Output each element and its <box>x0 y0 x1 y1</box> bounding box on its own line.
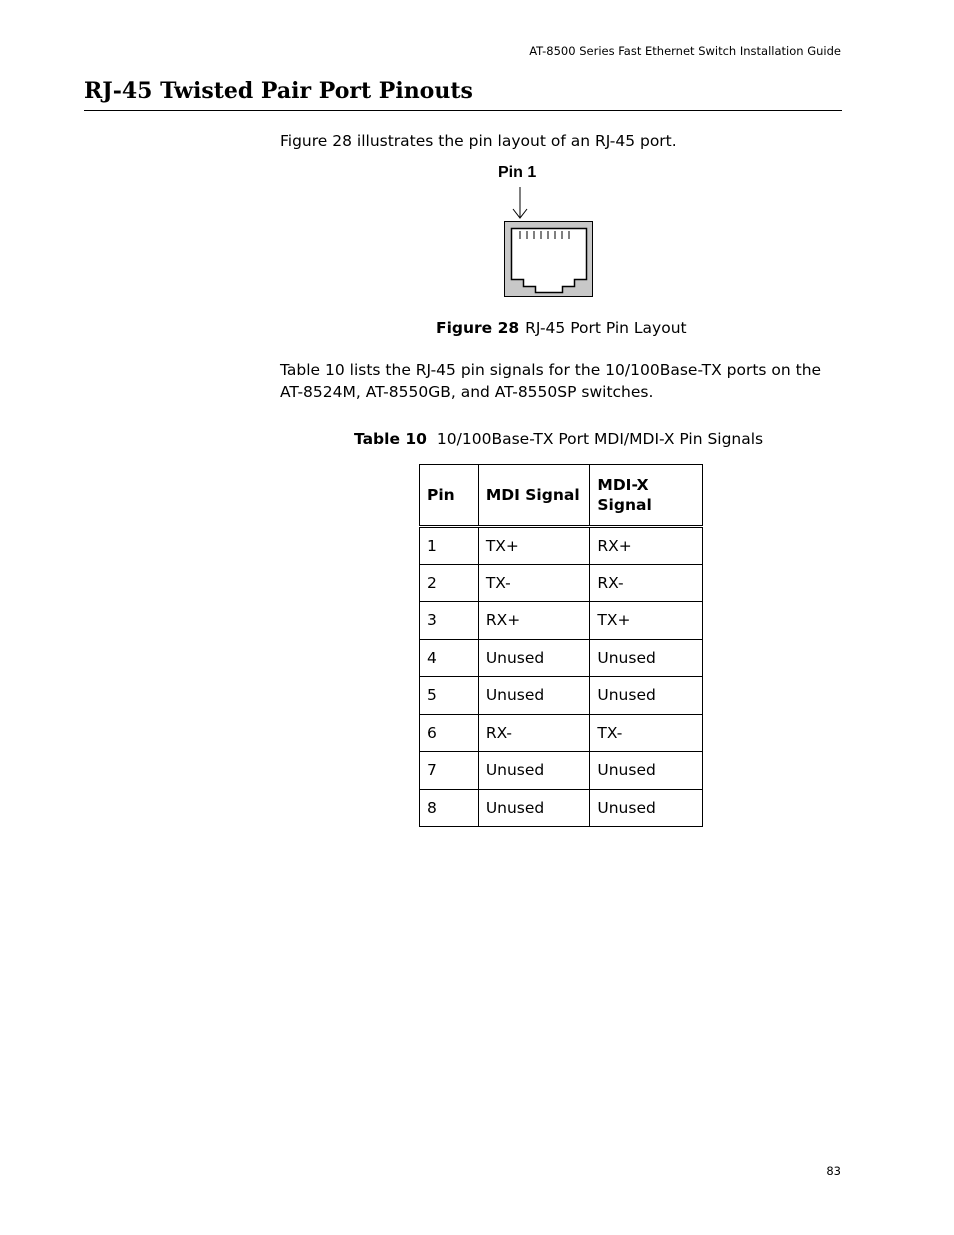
table-row <box>420 602 703 640</box>
table-row <box>420 789 703 827</box>
table-label: Table 10 <box>354 430 427 448</box>
pin-cell: 1 <box>420 527 479 565</box>
pin-cell: 4 <box>420 639 479 677</box>
pin-cell: 8 <box>420 789 479 827</box>
mdix-cell: Unused <box>590 677 703 715</box>
pin-cell: 6 <box>420 714 479 752</box>
table-row <box>420 564 703 602</box>
section-title: RJ-45 Twisted Pair Port Pinouts <box>84 78 473 104</box>
rj45-figure <box>493 162 603 302</box>
mdi-cell: RX+ <box>478 602 590 640</box>
pin-signal-table <box>419 464 703 827</box>
mdix-cell: Unused <box>590 639 703 677</box>
mdix-cell: Unused <box>590 752 703 790</box>
pin-cell: 5 <box>420 677 479 715</box>
pin-cell: 3 <box>420 602 479 640</box>
mdix-cell: TX+ <box>590 602 703 640</box>
mdix-cell: Unused <box>590 789 703 827</box>
table-row <box>420 677 703 715</box>
mdix-cell: RX- <box>590 564 703 602</box>
header-pin: Pin <box>420 465 479 527</box>
page-number: 83 <box>826 1164 841 1178</box>
table-caption <box>354 430 763 448</box>
header-mdi-signal: MDI Signal <box>478 465 590 527</box>
mdi-cell: TX+ <box>478 527 590 565</box>
mdix-cell: RX+ <box>590 527 703 565</box>
figure-caption <box>436 319 687 337</box>
title-divider <box>84 110 842 111</box>
table-header-row <box>420 465 703 527</box>
mdix-cell: TX- <box>590 714 703 752</box>
table-row <box>420 714 703 752</box>
mdi-cell: Unused <box>478 752 590 790</box>
table-intro-paragraph: Table 10 lists the RJ-45 pin signals for the 10/100Base-TX ports on the AT-8524M, AT-8550GB, and AT-8550SP switches. <box>280 361 822 401</box>
mdi-cell: TX- <box>478 564 590 602</box>
figure-caption-text: RJ-45 Port Pin Layout <box>525 319 687 337</box>
rj45-port-diagram <box>493 162 603 302</box>
figure-label: Figure 28 <box>436 319 520 337</box>
mdi-cell: Unused <box>478 789 590 827</box>
mdi-cell: Unused <box>478 639 590 677</box>
mdi-cell: RX- <box>478 714 590 752</box>
mdi-cell: Unused <box>478 677 590 715</box>
pin-1-label: Pin 1 <box>498 164 537 181</box>
table-caption-text: 10/100Base-TX Port MDI/MDI-X Pin Signals <box>436 430 764 448</box>
table-row <box>420 639 703 677</box>
table-row <box>420 527 703 565</box>
header-mdix-signal: MDI-X Signal <box>590 465 703 527</box>
pin-cell: 7 <box>420 752 479 790</box>
pin-cell: 2 <box>420 564 479 602</box>
running-header: AT-8500 Series Fast Ethernet Switch Installation Guide <box>529 44 841 58</box>
table-row <box>420 752 703 790</box>
intro-paragraph: Figure 28 illustrates the pin layout of an RJ-45 port. <box>280 132 677 150</box>
